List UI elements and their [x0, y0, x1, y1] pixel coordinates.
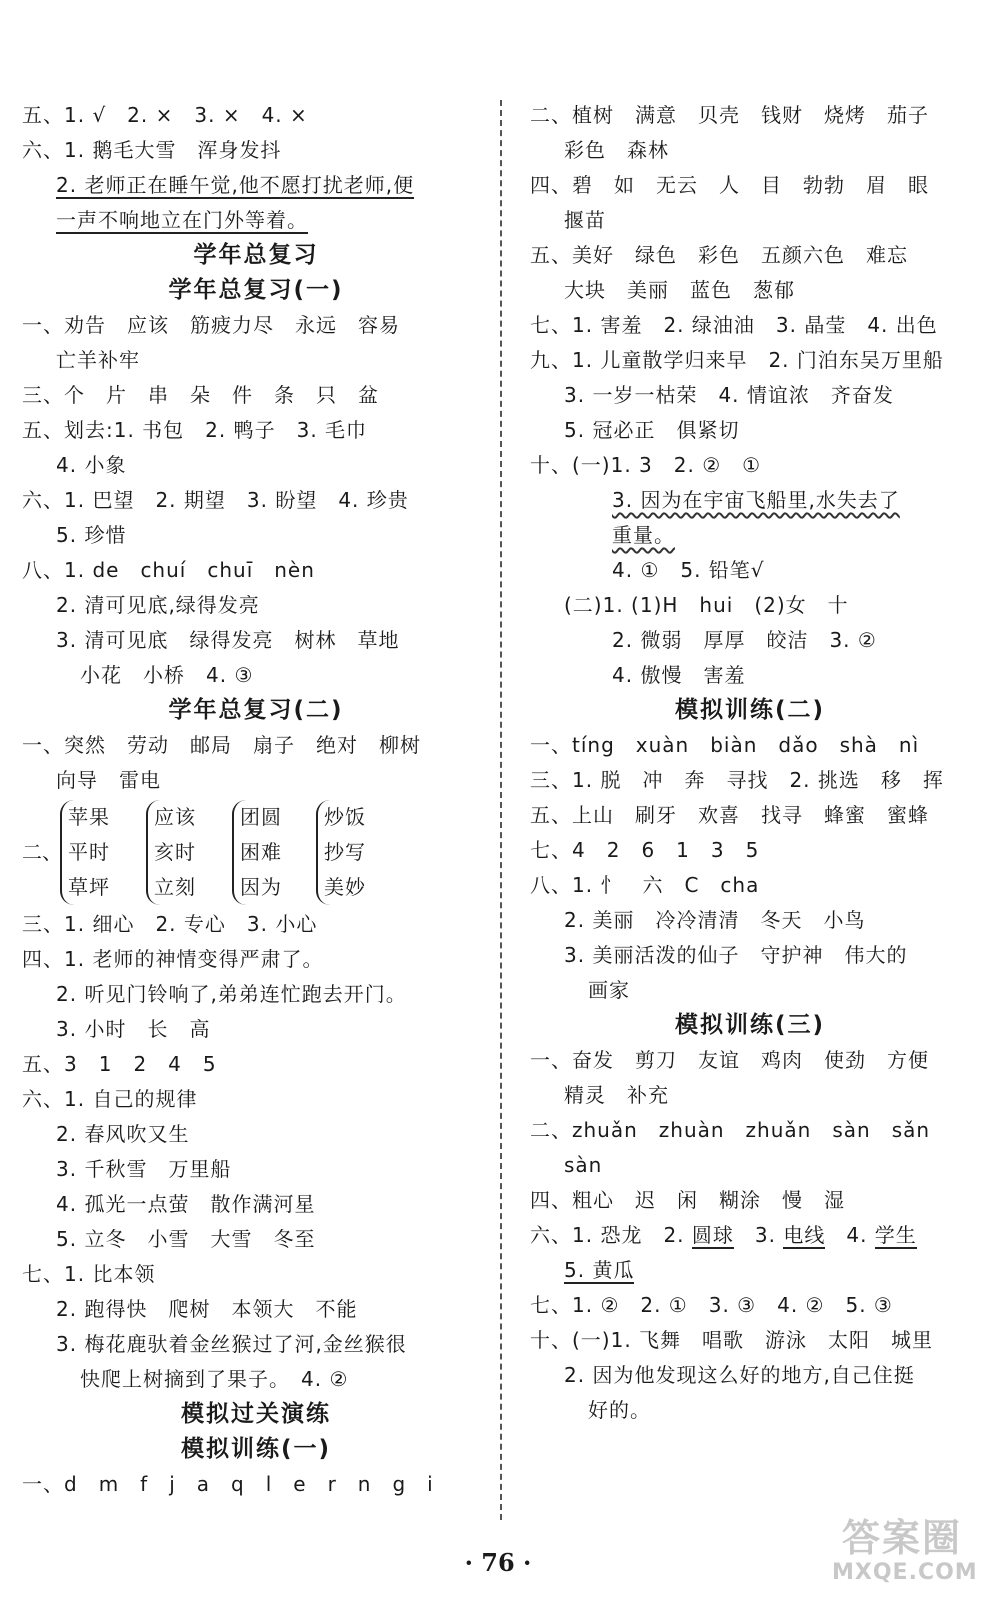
- bracket-group: [146, 800, 196, 905]
- bracket-word: 应该: [154, 805, 196, 829]
- bracket-word: 草坪: [68, 875, 110, 899]
- wavy-underlined-answer: 重量。: [612, 523, 675, 547]
- answer-line: 一、奋发 剪刀 友谊 鸡肉 使劲 方便: [530, 1048, 929, 1072]
- answer-line: 二、植树 满意 贝壳 钱财 烧烤 茄子: [530, 103, 929, 127]
- answer-line: 彩色 森林: [564, 138, 669, 162]
- bracket-word: 苹果: [68, 805, 110, 829]
- answer-line: 4. 傲慢 害羞: [612, 663, 746, 687]
- bracket-word: 困难: [240, 840, 282, 864]
- answer-line: [530, 1253, 970, 1288]
- answer-line: sàn: [564, 1153, 603, 1177]
- answer-line: [530, 483, 970, 518]
- answer-line: 精灵 补充: [564, 1083, 669, 1107]
- section-heading: 模拟过关演练: [181, 1401, 331, 1427]
- answer-line: 一、d m f j a q l e r n g i: [22, 1472, 434, 1496]
- answer-line: 3. 梅花鹿驮着金丝猴过了河,金丝猴很: [56, 1332, 407, 1356]
- bracket-word: 美妙: [324, 875, 366, 899]
- bracket-word: 炒饭: [324, 805, 366, 829]
- answer-line: 快爬上树摘到了果子。 4. ②: [80, 1367, 349, 1391]
- answer-line: 5. 珍惜: [56, 523, 127, 547]
- answer-line: 5. 冠必正 俱紧切: [564, 418, 740, 442]
- answer-line: 二、zhuǎn zhuàn zhuǎn sàn sǎn: [530, 1118, 931, 1142]
- answer-line: 亡羊补牢: [56, 348, 140, 372]
- bracket-word: 因为: [240, 875, 282, 899]
- site-watermark: [832, 1516, 978, 1594]
- answer-line: 五、划去:1. 书包 2. 鸭子 3. 毛巾: [22, 418, 368, 442]
- answer-line: [22, 203, 490, 238]
- answer-line: (二)1. (1)H hui (2)女 十: [564, 593, 849, 617]
- answer-line: 3. 清可见底 绿得发亮 树林 草地: [56, 628, 400, 652]
- answer-line: 三、1. 细心 2. 专心 3. 小心: [22, 912, 318, 936]
- answer-line: 十、(一)1. 3 2. ② ①: [530, 453, 762, 477]
- answer-line: 六、1. 自己的规律: [22, 1087, 198, 1111]
- answer-line: 好的。: [588, 1398, 651, 1422]
- answer-line: 四、粗心 迟 闲 糊涂 慢 湿: [530, 1188, 845, 1212]
- answer-line: 一、tíng xuàn biàn dǎo shà nì: [530, 733, 920, 757]
- answer-line: 六、1. 巴望 2. 期望 3. 盼望 4. 珍贵: [22, 488, 409, 512]
- answer-line: 一、劝告 应该 筋疲力尽 永远 容易: [22, 313, 400, 337]
- answer-line: 向导 雷电: [56, 768, 161, 792]
- bracket-word: 平时: [68, 840, 110, 864]
- watermark-logo-text: 答案圈: [841, 1516, 962, 1560]
- answer-line: 2. 跑得快 爬树 本领大 不能: [56, 1297, 358, 1321]
- answer-line: 2. 春风吹又生: [56, 1122, 190, 1146]
- answer-line: 4. ① 5. 铅笔√: [612, 558, 765, 582]
- answer-line: 七、4 2 6 1 3 5: [530, 838, 760, 862]
- bracket-group: [232, 800, 282, 905]
- section-heading: 学年总复习(二): [168, 697, 344, 723]
- answer-line: 2. 美丽 冷冷清清 冬天 小鸟: [564, 908, 866, 932]
- bracket-word: 团圆: [240, 805, 282, 829]
- bracket-group: [316, 800, 366, 905]
- answer-line: 揠苗: [564, 208, 606, 232]
- underlined-answer: 学生: [874, 1223, 917, 1247]
- answer-line: 七、1. ② 2. ① 3. ③ 4. ② 5. ③: [530, 1293, 893, 1317]
- answer-line: 3. 一岁一枯荣 4. 情谊浓 齐奋发: [564, 383, 894, 407]
- underlined-answer: 5. 黄瓜: [564, 1258, 635, 1282]
- bracket-word: 抄写: [324, 840, 366, 864]
- answer-line: 五、美好 绿色 彩色 五颜六色 难忘: [530, 243, 908, 267]
- answer-line: 三、1. 脱 冲 奔 寻找 2. 挑选 移 挥: [530, 768, 944, 792]
- answer-line: 三、个 片 串 朵 件 条 只 盆: [22, 383, 379, 407]
- bracket-answer-block: [22, 800, 490, 905]
- answer-line: 5. 立冬 小雪 大雪 冬至: [56, 1227, 316, 1251]
- answer-line: 十、(一)1. 飞舞 唱歌 游泳 太阳 城里: [530, 1328, 934, 1352]
- column-divider: [500, 100, 502, 1520]
- bracket-word: 立刻: [154, 875, 196, 899]
- section-heading: 模拟训练(二): [674, 697, 826, 723]
- answer-text: 4.: [825, 1223, 875, 1247]
- answer-line: 3. 美丽活泼的仙子 守护神 伟大的: [564, 943, 908, 967]
- answer-line: 五、1. √ 2. × 3. × 4. ×: [22, 103, 308, 127]
- answer-line: 九、1. 儿童散学归来早 2. 门泊东吴万里船: [530, 348, 944, 372]
- answer-text: 3.: [733, 1223, 784, 1247]
- section-heading: 模拟训练(一): [180, 1436, 332, 1462]
- section-heading: 学年总复习: [193, 242, 319, 268]
- underlined-answer: 圆球: [691, 1223, 734, 1247]
- answer-line: 四、碧 如 无云 人 目 勃勃 眉 眼: [530, 173, 929, 197]
- answer-line: 画家: [588, 978, 630, 1002]
- bracket-group: [60, 800, 110, 905]
- answer-line: 五、上山 刷牙 欢喜 找寻 蜂蜜 蜜蜂: [530, 803, 929, 827]
- answer-line: 大块 美丽 蓝色 葱郁: [564, 278, 795, 302]
- answer-line: 四、1. 老师的神情变得严肃了。: [22, 947, 324, 971]
- answer-line: 小花 小桥 4. ③: [80, 663, 254, 687]
- underlined-answer: 电线: [783, 1223, 826, 1247]
- answer-text: 六、1. 恐龙 2.: [530, 1223, 692, 1247]
- answer-line: 七、1. 比本领: [22, 1262, 156, 1286]
- answer-line: 3. 小时 长 高: [56, 1017, 211, 1041]
- question-number: 二、: [22, 840, 62, 864]
- underlined-answer: 2. 老师正在睡午觉,他不愿打扰老师,便: [56, 173, 415, 197]
- answer-line: 一、突然 劳动 邮局 扇子 绝对 柳树: [22, 733, 421, 757]
- section-heading: 模拟训练(三): [674, 1012, 826, 1038]
- bracket-word: 亥时: [154, 840, 196, 864]
- answer-line: [530, 1218, 970, 1253]
- answer-line: 2. 清可见底,绿得发亮: [56, 593, 260, 617]
- right-column: [530, 98, 970, 1428]
- answer-line: [530, 518, 970, 553]
- answer-line: 六、1. 鹅毛大雪 浑身发抖: [22, 138, 282, 162]
- section-heading: 学年总复习(一): [168, 277, 344, 303]
- answer-line: 八、1. de chuí chuī nèn: [22, 558, 315, 582]
- wavy-underlined-answer: 3. 因为在宇宙飞船里,水失去了: [612, 488, 900, 512]
- answer-line: 2. 微弱 厚厚 皎洁 3. ②: [612, 628, 877, 652]
- answer-line: 4. 小象: [56, 453, 127, 477]
- left-column: [22, 98, 490, 1502]
- answer-line: 3. 千秋雪 万里船: [56, 1157, 232, 1181]
- answer-line: 4. 孤光一点萤 散作满河星: [56, 1192, 316, 1216]
- answer-line: 七、1. 害羞 2. 绿油油 3. 晶莹 4. 出色: [530, 313, 938, 337]
- answer-line: 八、1. 忄 六 C cha: [530, 873, 760, 897]
- answer-line: [22, 168, 490, 203]
- page-number: · 76 ·: [464, 1548, 532, 1577]
- watermark-url: MXQE.COM: [832, 1560, 978, 1585]
- answer-line: 2. 听见门铃响了,弟弟连忙跑去开门。: [56, 982, 407, 1006]
- answer-line: 2. 因为他发现这么好的地方,自己住挺: [564, 1363, 915, 1387]
- answer-line: 五、3 1 2 4 5: [22, 1052, 217, 1076]
- underlined-answer: 一声不响地立在门外等着。: [56, 208, 308, 232]
